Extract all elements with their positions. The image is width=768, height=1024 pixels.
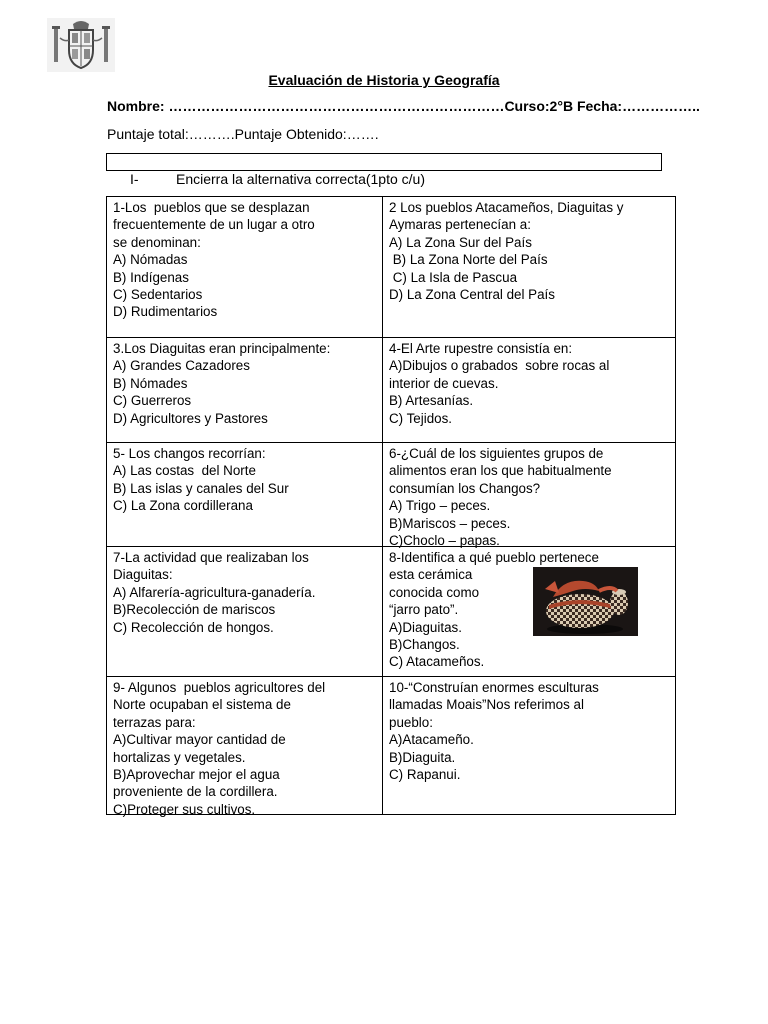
question-line: C) Recolección de hongos. <box>113 619 274 635</box>
jarro-pato-ceramic-image <box>533 567 638 636</box>
question-cell-3[interactable] <box>107 338 382 442</box>
question-line: C) Atacameños. <box>389 654 485 670</box>
student-info-line: Nombre: ………………………………………………………………Curso:2°B Fecha:…………….. <box>107 98 700 114</box>
section-instruction: Encierra la alternativa correcta(1pto c/u) <box>176 171 425 187</box>
question-line: C)Proteger sus cultivos. <box>113 801 256 817</box>
question-line: D) Rudimentarios <box>113 304 218 320</box>
question-cell-10[interactable] <box>383 677 676 815</box>
question-line: conocida como <box>389 584 480 600</box>
question-text: 7-La actividad que realizaban los <box>113 550 309 565</box>
question-line: Norte ocupaban el sistema de <box>113 697 291 713</box>
question-text: 9- Algunos pueblos agricultores del <box>113 680 326 695</box>
question-cell-7[interactable] <box>107 547 382 676</box>
question-line: C) Tejidos. <box>389 410 453 426</box>
question-line: C) Guerreros <box>113 393 192 409</box>
section-numeral: I- <box>130 171 139 187</box>
question-line: Aymaras pertenecían a: <box>389 217 531 233</box>
question-line: C) La Isla de Pascua <box>389 269 518 285</box>
question-line: llamadas Moais”Nos referimos al <box>389 697 584 713</box>
question-cell-5[interactable] <box>107 443 382 546</box>
questions-table <box>106 196 676 815</box>
question-line: D) La Zona Central del País <box>389 287 555 303</box>
question-line: A) Las costas del Norte <box>113 463 256 479</box>
question-line: A)Dibujos o grabados sobre rocas al <box>389 358 610 374</box>
question-line: proveniente de la cordillera. <box>113 784 278 800</box>
question-line: B)Changos. <box>389 637 460 653</box>
question-line: D) Agricultores y Pastores <box>113 410 268 426</box>
question-line: se denominan: <box>113 234 201 250</box>
question-line: B) Artesanías. <box>389 393 474 409</box>
question-text: 5- Los changos recorrían: <box>113 446 266 461</box>
question-cell-6[interactable] <box>383 443 676 549</box>
question-text: 1-Los pueblos que se desplazan <box>113 200 310 215</box>
question-cell-4[interactable] <box>383 338 676 442</box>
question-line: A)Diaguitas. <box>389 619 462 635</box>
question-line: C) Rapanui. <box>389 767 461 783</box>
question-line: B) Indígenas <box>113 269 189 285</box>
question-cell-9[interactable] <box>107 677 382 815</box>
question-line: C) Sedentarios <box>113 287 203 303</box>
score-line: Puntaje total:……….Puntaje Obtenido:……. <box>107 126 379 142</box>
ceramic-vessel-icon <box>533 567 638 636</box>
question-line: hortalizas y vegetales. <box>113 749 246 765</box>
empty-answer-box[interactable] <box>106 153 662 171</box>
question-line: alimentos eran los que habitualmente <box>389 463 612 479</box>
question-line: pueblo: <box>389 714 433 730</box>
question-line: B)Mariscos – peces. <box>389 515 511 531</box>
question-line: A)Atacameño. <box>389 732 474 748</box>
question-line: B) Nómades <box>113 375 188 391</box>
question-cell-2[interactable] <box>383 197 676 337</box>
question-line: B) La Zona Norte del País <box>389 252 548 268</box>
question-line: B)Recolección de mariscos <box>113 602 276 618</box>
question-text: 3.Los Diaguitas eran principalmente: <box>113 341 331 356</box>
question-line: B)Diaguita. <box>389 749 456 765</box>
question-line: terrazas para: <box>113 714 196 730</box>
question-text: 2 Los pueblos Atacameños, Diaguitas y <box>389 200 624 215</box>
question-text: 8-Identifica a qué pueblo pertenece <box>389 550 599 565</box>
question-line: A)Cultivar mayor cantidad de <box>113 732 286 748</box>
question-text: 4-El Arte rupestre consistía en: <box>389 341 573 356</box>
question-line: A) Grandes Cazadores <box>113 358 250 374</box>
question-line: interior de cuevas. <box>389 375 499 391</box>
question-text: 10-“Construían enormes esculturas <box>389 680 599 695</box>
question-line: Diaguitas: <box>113 567 173 583</box>
coat-of-arms-logo <box>47 18 115 72</box>
question-line: A) Alfarería-agricultura-ganadería. <box>113 584 316 600</box>
question-line: C) La Zona cordillerana <box>113 498 253 514</box>
question-line: A) Trigo – peces. <box>389 498 491 514</box>
question-line: consumían los Changos? <box>389 480 541 496</box>
question-line: C)Choclo – papas. <box>389 533 500 549</box>
question-cell-1[interactable] <box>107 197 382 337</box>
section-heading <box>130 171 425 187</box>
question-line: esta cerámica <box>389 567 473 583</box>
question-line: A) Nómadas <box>113 252 188 268</box>
question-line: “jarro pato”. <box>389 602 459 618</box>
page-title: Evaluación de Historia y Geografía <box>268 72 500 88</box>
question-line: B)Aprovechar mejor el agua <box>113 767 280 783</box>
coat-of-arms-icon <box>47 18 115 72</box>
question-line: B) Las islas y canales del Sur <box>113 480 289 496</box>
question-text: 6-¿Cuál de los siguientes grupos de <box>389 446 604 461</box>
question-line: frecuentemente de un lugar a otro <box>113 217 315 233</box>
question-line: A) La Zona Sur del País <box>389 234 532 250</box>
